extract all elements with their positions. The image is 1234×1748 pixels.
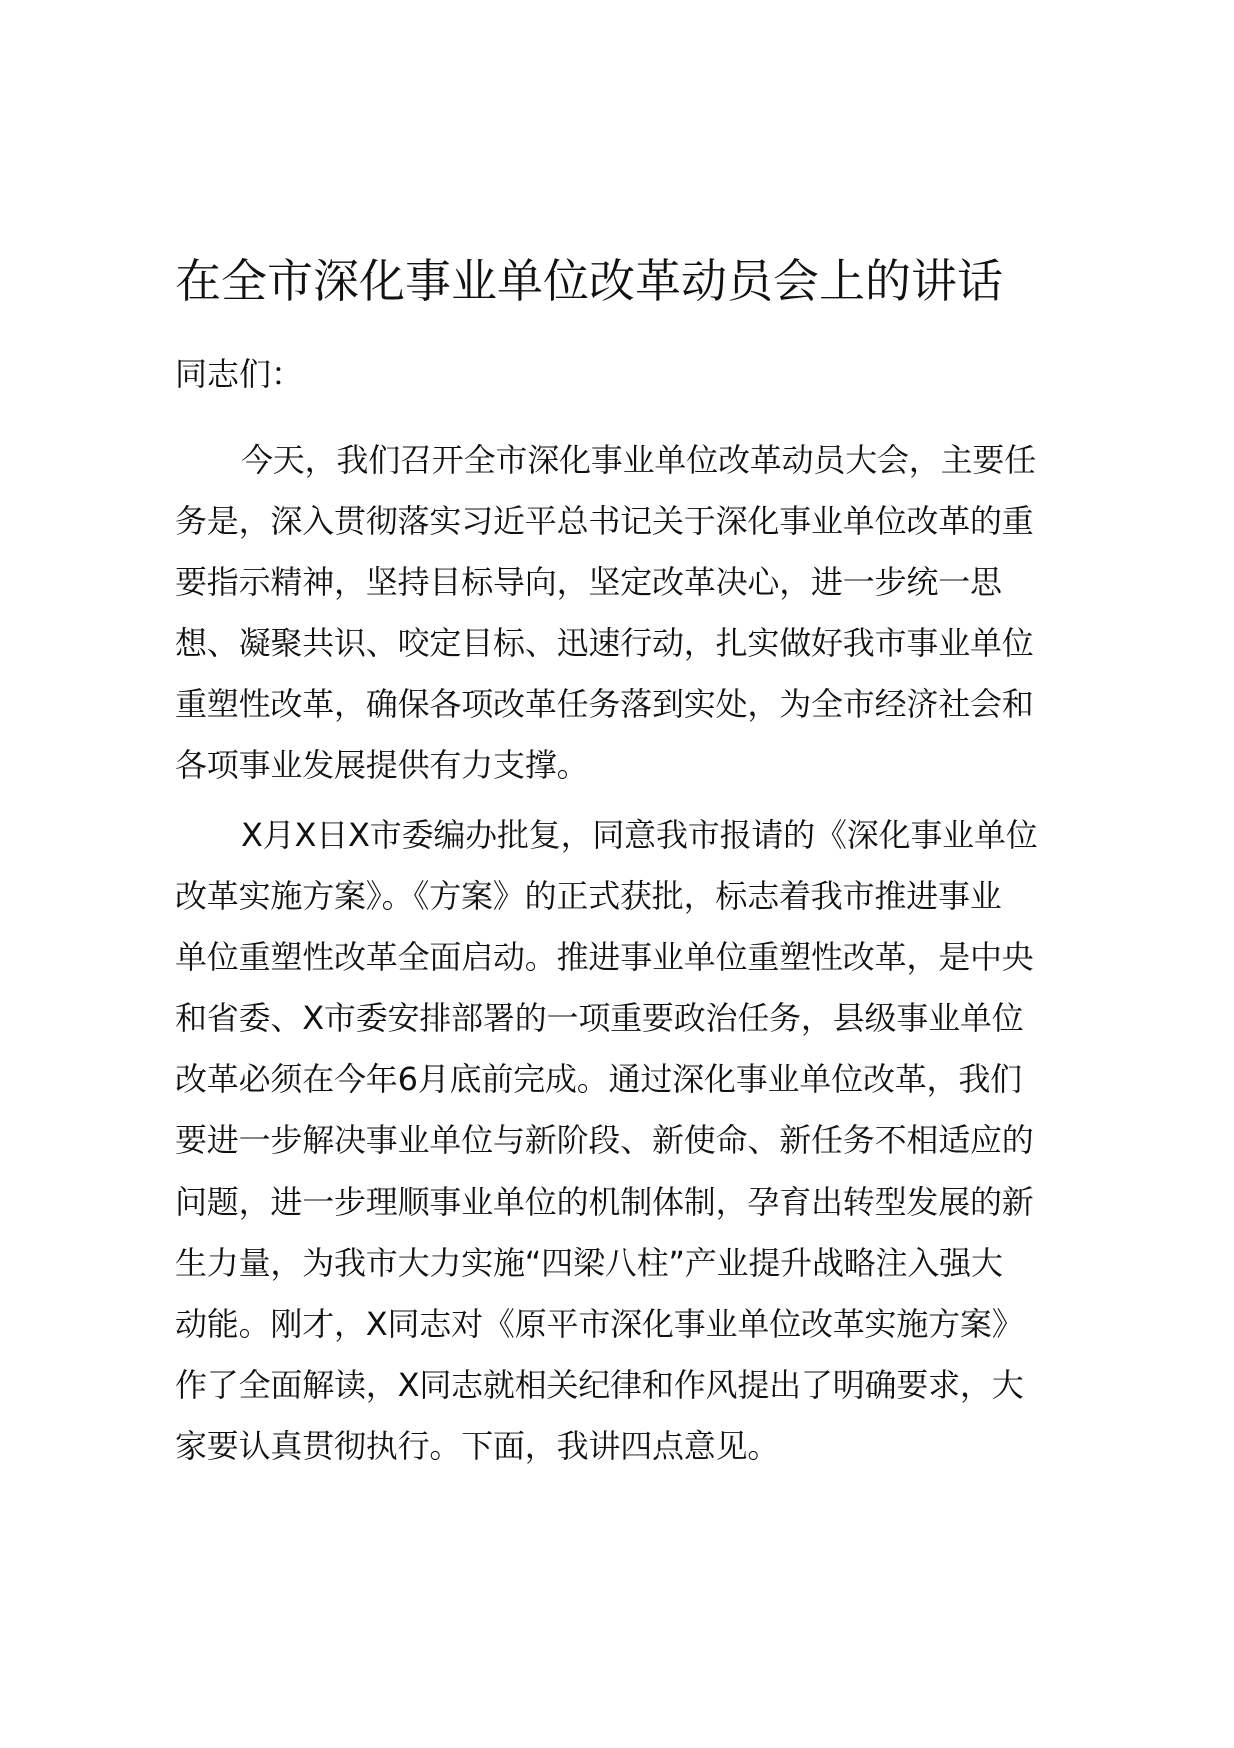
paragraph-line: 单位重塑性改革全面启动。推进事业单位重塑性改革，是中央 [175, 938, 1034, 977]
paragraph-line: 动能。刚才，X同志对《原平市深化事业单位改革实施方案》 [175, 1304, 1024, 1343]
paragraph-line: 问题，进一步理顺事业单位的机制体制，孕育出转型发展的新 [175, 1182, 1034, 1221]
paragraph-2 [175, 805, 1090, 1477]
document-title: 在全市深化事业单位改革动员会上的讲话 [175, 254, 1003, 308]
salutation: 同志们： [175, 355, 304, 393]
paragraph-line: 各项事业发展提供有力支撑。 [175, 746, 589, 785]
paragraph-line: 要进一步解决事业单位与新阶段、新使命、新任务不相适应的 [175, 1121, 1034, 1160]
paragraph-line: 改革必须在今年6月底前完成。通过深化事业单位改革，我们 [175, 1060, 1022, 1099]
paragraph-line: 作了全面解读，X同志就相关纪律和作风提出了明确要求，大 [175, 1365, 1024, 1404]
paragraph-line: 改革实施方案》。《方案》的正式获批，标志着我市推进事业 [175, 877, 1002, 916]
paragraph-line: 务是，深入贯彻落实习近平总书记关于深化事业单位改革的重 [175, 502, 1034, 541]
paragraph-line: 生力量，为我市大力实施“四梁八柱”产业提升战略注入强大 [175, 1243, 1003, 1282]
paragraph-line: X月X日X市委编办批复，同意我市报请的《深化事业单位 [241, 816, 1038, 854]
paragraph-line: 今天，我们召开全市深化事业单位改革动员大会，主要任 [241, 441, 1037, 479]
paragraph-line: 想、凝聚共识、咬定目标、迅速行动，扎实做好我市事业单位 [175, 624, 1034, 663]
paragraph-1 [175, 430, 1090, 797]
paragraph-line: 要指示精神，坚持目标导向，坚定改革决心，进一步统一思 [175, 563, 1002, 602]
paragraph-line: 家要认真贯彻执行。下面，我讲四点意见。 [175, 1426, 780, 1465]
paragraph-line: 重塑性改革，确保各项改革任务落到实处，为全市经济社会和 [175, 685, 1034, 724]
paragraph-line: 和省委、X市委安排部署的一项重要政治任务，县级事业单位 [175, 999, 1024, 1038]
